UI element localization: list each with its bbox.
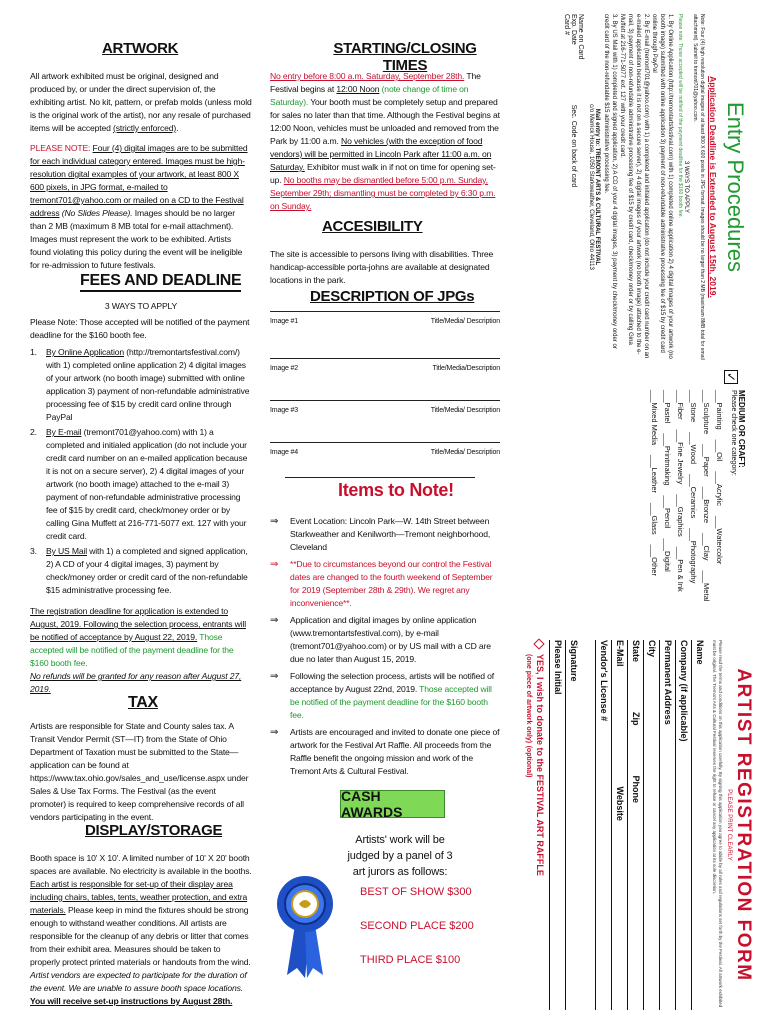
jpg-line-2 <box>270 357 500 359</box>
note-item-2: ⇒ **Due to circumstances beyond our control the Festival dates are changed to the fourth weekend of September for 2019 (September 28th & 29th). We regret any inconvenience**. <box>270 559 493 608</box>
field-email-website[interactable]: E-Mail Website <box>611 640 625 1010</box>
artwork-heading: ARTWORK <box>102 40 179 57</box>
tax-heading: TAX <box>128 694 158 711</box>
registration-form <box>524 640 754 1010</box>
fees-item-3: 3. By US Mail with 1) a completed and signed application, 2) A CD of your 4 digital images, 3) payment by check/money order or credit card of the non-refundable $15 administrative processing fee. <box>30 546 248 595</box>
award-third: THIRD PLACE $100 <box>360 954 461 966</box>
medium-option[interactable]: ___Pen & Ink <box>676 546 685 592</box>
access-text: The site is accessible to persons living with disabilities. Three handicap-accessible porta-johns are available at designated locations in the park. <box>270 249 494 285</box>
note-heading: Items to Note! <box>338 480 454 500</box>
arrow-icon: ⇒ <box>270 671 279 682</box>
medium-option[interactable]: ___Watercolor <box>715 515 724 565</box>
arrow-icon: ⇒ <box>270 559 279 570</box>
medium-option[interactable]: ___Pastel <box>663 390 672 424</box>
medium-option[interactable]: ___Pencil <box>663 495 672 529</box>
medium-sub: Please check one category: <box>730 390 737 476</box>
cash-awards-heading: CASH AWARDS <box>341 788 403 820</box>
note-item-1: ⇒ Event Location: Lincoln Park—W. 14th Street between Starkweather and Kenilworth—Tremont neighborhood, Cleveland <box>270 516 491 552</box>
form-fine: Please read the terms and conditions on this application carefully. By signing this application you agree to abide by all rules and regulations set forth by the Festival. All artwork exhibited must be original. The Tremont Arts & Cultural Festival reserves the right to refuse or cancel any application at its sole discretion. <box>712 640 723 1008</box>
medium-option[interactable]: ___Acrylic <box>715 471 724 506</box>
jpg-row-1: Image #1 Title/Media/ Description <box>270 318 500 325</box>
artwork-text: All artwork exhibited must be original, designed and produced by, or under the direct supervision of, the exhibiting artist. No kit, pattern, or prefab molds (unless mold is the original work of the artist), nor any resale of purchased items will be accepted (strictly enforced). <box>30 71 252 133</box>
note-item-3: ⇒ Application and digital images by online application (www.tremontartsfestival.com), by e-mail (tremont701@yahoo.com) or by US mail with a CD are due no later than August 15, 2019. <box>270 615 491 664</box>
medium-option[interactable]: ___Fiber <box>676 390 685 420</box>
medium-option[interactable]: ___Ceramics <box>689 474 698 519</box>
raffle-row[interactable]: YES, I wish to donate to the FESTIVAL ART RAFFLE (one piece of artwork only) (optional) <box>525 640 545 1010</box>
entry-step-3: 3. By US Mail with 1) completed and signed application, 2) A CD of your 4 digital images, 3) payment by check/money order or credit card of the non-refundable $15 administrative processing fee. <box>603 14 617 349</box>
entry-deadline: Application Deadline is Extended to August 15th, 2019. <box>708 76 718 298</box>
fees-item-2: 2. By E-mail (tremont701@yahoo.com) with 1) a completed and initialed application (do not include your credit card number on an e-mailed application because it is not on a secure server), 2) 4 digital images of your artwork (no booth image) attached to the e-mail 3) payment of non-refundable administrative processing fee of $15 by credit card, check/money order or by calling Gina Muffett at 216-771-5077 ext. 127 with your credit card. <box>30 427 248 541</box>
medium-option[interactable]: ___Sculpture <box>702 390 711 435</box>
card-row <box>577 14 584 360</box>
entry-procedures <box>536 14 748 360</box>
medium-option[interactable]: ___Mixed Media <box>650 390 659 446</box>
display-text: Booth space is 10' X 10'. A limited number of 10' X 20' booth spaces are available. No electricity is available in the booths. Each artist is responsible for set-up of their display area including chairs, tables, tents, weather protection, and extra materials. Please keep in mind the fixtures should be strong enough to withstand weather conditions. All artists are responsible for the cleanup of any debris or litter that comes from their exhibit area. Measures should be taken to properly protect printed materials or handouts from the wind. Artist vendors are expected to participate for the duration of the event. We are unable to assure booth space locations. You will receive set-up instructions by August 28th. <box>30 853 252 1006</box>
access-heading: ACCESIBILITY <box>322 218 423 235</box>
diamond-icon[interactable] <box>533 638 544 649</box>
field-list <box>525 640 705 1010</box>
entry-mail: Mail entry to: TREMONT ARTS & CULTURAL FESTIVAL <box>594 108 600 266</box>
field-address[interactable]: Permanent Address <box>659 640 673 1010</box>
field-city[interactable]: City <box>643 640 657 1010</box>
entry-title: Entry Procedures <box>723 102 748 272</box>
award-best: BEST OF SHOW $300 <box>360 886 472 898</box>
entry-ways: 3 WAYS TO APPLY <box>683 160 689 214</box>
artwork-note: PLEASE NOTE: Four (4) digital images are to be submitted for each individual category entered. Images must be high-resolution digital examples of your artwork, at least 800 X 600 pixels, in JPG format, e-mailed to tremont701@yahoo.com or mailed on a CD to the Festival address (No Slides Please). Images should be no larger than 2 MB (maximum 8 MB total for e-mail attachment). Images must represent the work to be exhibited. Artists found violating this policy during the event will be ineligible for re-admission to future festivals. <box>30 143 248 270</box>
jpgs-list <box>270 310 500 478</box>
fees-items <box>30 346 252 597</box>
medium-option[interactable]: ___Photography <box>689 528 698 584</box>
medium-option[interactable]: ___Printmaking <box>663 433 672 486</box>
medium-option[interactable]: ___Painting <box>715 390 724 430</box>
refund-text: No refunds will be granted for any reason after August 27, 2019. <box>30 671 242 694</box>
field-state-zip-phone[interactable]: State Zip Phone <box>627 640 641 1010</box>
jpg-row-4: Image #4 Title/Media/ Description <box>270 449 500 456</box>
medium-option[interactable]: ___Wood <box>689 432 698 465</box>
jpg-row-3: Image #3 Title/Media/ Description <box>270 407 500 414</box>
jpg-line-3 <box>270 399 500 401</box>
display-heading: DISPLAY/STORAGE <box>85 822 223 839</box>
entry-step-2: 2. By E-mail (tremont701@yahoo.com) with 1) a completed and initialed application (do not include your credit card number on an e-mailed application because it is not on a secure server), 2) 4 digital images of your artwork (no booth image) attached to the e-mail, 3) payment of non-refundable administrative processing fee of $15 by credit card, check/money order or by calling Gina Muffett at 216-771-5077 ext. 127 with your credit card. <box>619 14 649 359</box>
medium-option[interactable]: ___Stone <box>689 390 698 423</box>
arrow-icon: ⇒ <box>270 727 279 738</box>
registration-panel <box>510 0 770 1024</box>
entry-step-1: 1. By Online Application (http://tremontartsfestival.com) with 1) completed online application 2) 4 digital images of your artwork (no booth image) submitted with online application 3) payment of non-refundable administrative processing fee of $15 by credit card online through PayPal <box>651 14 673 359</box>
jpg-line-1 <box>270 310 500 312</box>
field-company[interactable]: Company (if applicable) <box>675 640 689 1010</box>
fees-note: Please Note: Those accepted will be notified of the payment deadline for the $160 booth fee. <box>30 317 250 340</box>
medium-checkbox[interactable]: ✓ <box>724 371 738 383</box>
ribbon-icon <box>275 870 345 980</box>
arrow-icon: ⇒ <box>270 516 279 527</box>
exp-row <box>570 14 577 360</box>
entry-addr: c/o Merrick House, 1050 Starkweather, Cleveland, Ohio 44113 <box>588 104 594 270</box>
medium-title: MEDIUM OR CRAFT: <box>737 390 746 468</box>
cash-awards-box <box>340 790 445 818</box>
deadline-text: The registration deadline for application is extended to August, 2019. Following the selection process, entrants will be notified of acceptance by August 22, 2019. Those accepted will be notified of the payment deadline for the $160 booth fee. <box>30 606 246 668</box>
starting-text: No entry before 8:00 a.m. Saturday, September 28th. The Festival begins at 12:00 Noon (note change of time on Saturday). Your booth must be completely setup and prepared for sales no later than that time. Although the Festival begins at 12:00 Noon, vehicles must be unloaded and removed from the Park by 11:00 a.m. No vehicles (with the exception of food vendors) will be permitted in Lincoln Park after 11:00 a.m. on Saturday. Exhibitor must walk in if not on time for opening set-up. No booths may be dismantled before 5:00 p.m. Sunday, September 29th; dismantling must be completed by 6:30 p.m. on Sunday. <box>270 71 500 211</box>
arrow-icon: ⇒ <box>270 615 279 626</box>
medium-option[interactable]: ___Paper <box>702 444 711 477</box>
sec-label: Sec. Code on back of card <box>570 104 577 188</box>
field-license[interactable]: Vendor's License # <box>595 640 609 1010</box>
jpgs-heading: DESCRIPTION OF JPGs <box>310 288 475 305</box>
medium-option[interactable]: ___Oil <box>715 439 724 462</box>
card-name-label: Name on Card <box>577 14 584 60</box>
entry-pn: Please note: Those accepted will be notified of the payment deadline for the $160 booth fee. <box>677 14 683 218</box>
note-list <box>270 515 500 778</box>
medium-option[interactable]: ___Fine Jewelry <box>676 429 685 485</box>
note-item-4: ⇒ Following the selection process, artists will be notified of acceptance by August 22nd, 2019. Those accepted will be notified of the payment deadline for the $160 booth fee. <box>270 671 495 720</box>
jpg-row-2: Image #2 Title/Media/Description <box>270 365 500 372</box>
field-name[interactable]: Name <box>691 640 705 1010</box>
award-list <box>360 886 480 966</box>
fees-heading: FEES AND DEADLINE <box>80 272 241 292</box>
form-title: ARTIST REGISTRATION FORM <box>733 668 754 982</box>
medium-option[interactable]: ___Glass <box>650 502 659 535</box>
medium-option[interactable]: ___Leather <box>650 455 659 493</box>
medium-option[interactable]: ___Other <box>650 544 659 576</box>
award-second: SECOND PLACE $200 <box>360 920 474 932</box>
medium-option[interactable]: ___Clay <box>702 533 711 561</box>
tax-text: Artists are responsible for State and County sales tax. A Transit Vendor Permit (ST—IT) from the State of Ohio Department of Taxation must be submitted to the State—application can be found at https://www.tax.ohio.gov/sales_and_use/license.aspx under Sales & Use Tax Forms. The Festival (as the event promoter) is required to keep comprehensive records of all vendors participating in the event. <box>30 721 249 822</box>
medium-option[interactable]: ___Graphics <box>676 494 685 537</box>
medium-option[interactable]: ___Bronze <box>702 486 711 524</box>
field-signature[interactable]: Signature <box>565 640 579 1010</box>
entry-note: Note: Four (4) high resolution digital images of at least 800 X 600 pixels in JPG format. Images should be no larger than 2 MB (maximum 8MB total for email attachment). Submit to tremont701@yahoo.com. <box>692 14 705 360</box>
form-sub: PLEASE PRINT CLEARLY <box>726 789 732 861</box>
cash-intro: Artists' work will be judged by a panel of 3 art jurors as follows: <box>347 834 453 878</box>
field-initial[interactable]: Please Initial <box>549 640 563 1010</box>
medium-section <box>530 371 750 620</box>
jpg-line-4 <box>270 441 500 443</box>
medium-grid <box>648 390 726 620</box>
fees-ways: 3 WAYS TO APPLY <box>104 301 178 311</box>
medium-option[interactable]: ___Digital <box>663 538 672 572</box>
jpg-line-5 <box>285 466 475 478</box>
note-item-5: ⇒ Artists are encouraged and invited to donate one piece of artwork for the Festival Art Raffle. All proceeds from the Raffle benefit the ongoing mission and work of the Tremont Arts & Cultural Festival. <box>270 727 500 776</box>
card-label: Card # <box>563 14 570 36</box>
fees-item-1: 1. By Online Application (http://tremontartsfestival.com/) with 1) completed online application 2) 4 digital images of your artwork (no booth image) submitted with online application 3) payment of non-refundable administrative processing fee of $15 by credit card online through PayPal <box>30 347 250 422</box>
starting-heading: STARTING/CLOSING TIMES <box>333 40 477 74</box>
exp-label: Exp. Date <box>570 14 577 45</box>
medium-option[interactable]: ___Metal <box>702 570 711 602</box>
